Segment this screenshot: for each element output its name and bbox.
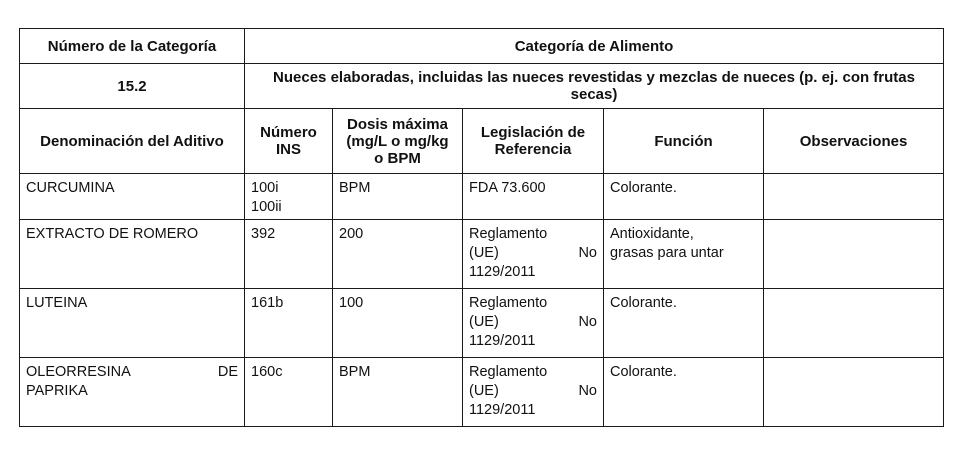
legislation-cell: FDA 73.600	[463, 174, 604, 220]
category-number-header: Número de la Categoría	[20, 29, 245, 64]
dose-cell: 100	[333, 289, 463, 358]
legislation-column-header: Legislación de Referencia	[463, 109, 604, 174]
additive-cell: LUTEINA	[20, 289, 245, 358]
additives-table	[19, 28, 944, 427]
observations-cell	[764, 289, 944, 358]
observations-cell	[764, 174, 944, 220]
additive-cell: EXTRACTO DE ROMERO	[20, 220, 245, 289]
table-row	[20, 174, 944, 220]
observations-cell	[764, 358, 944, 427]
observations-cell	[764, 220, 944, 289]
legislation-cell: Reglamento (UE) No 1129/2011	[463, 220, 604, 289]
additive-column-header: Denominación del Aditivo	[20, 109, 245, 174]
category-header-row	[20, 29, 944, 64]
ins-cell: 161b	[245, 289, 333, 358]
observations-column-header: Observaciones	[764, 109, 944, 174]
dose-column-header: Dosis máxima (mg/L o mg/kg o BPM	[333, 109, 463, 174]
additive-cell: OLEORRESINA DE PAPRIKA	[20, 358, 245, 427]
function-cell: Antioxidante, grasas para untar	[604, 220, 764, 289]
function-cell: Colorante.	[604, 174, 764, 220]
ins-cell: 100i 100ii	[245, 174, 333, 220]
additive-cell: CURCUMINA	[20, 174, 245, 220]
dose-cell: BPM	[333, 358, 463, 427]
function-cell: Colorante.	[604, 358, 764, 427]
ins-cell: 160c	[245, 358, 333, 427]
dose-cell: BPM	[333, 174, 463, 220]
table-row	[20, 220, 944, 289]
column-header-row	[20, 109, 944, 174]
ins-column-header: Número INS	[245, 109, 333, 174]
category-number-value: 15.2	[20, 64, 245, 109]
legislation-cell: Reglamento (UE) No 1129/2011	[463, 289, 604, 358]
category-value-row	[20, 64, 944, 109]
document-area	[19, 28, 943, 427]
food-category-header: Categoría de Alimento	[245, 29, 944, 64]
dose-cell: 200	[333, 220, 463, 289]
food-category-value: Nueces elaboradas, incluidas las nueces revestidas y mezclas de nueces (p. ej. con frutas secas)	[245, 64, 944, 109]
table-row	[20, 358, 944, 427]
legislation-cell: Reglamento (UE) No 1129/2011	[463, 358, 604, 427]
table-row	[20, 289, 944, 358]
function-cell: Colorante.	[604, 289, 764, 358]
function-column-header: Función	[604, 109, 764, 174]
ins-cell: 392	[245, 220, 333, 289]
